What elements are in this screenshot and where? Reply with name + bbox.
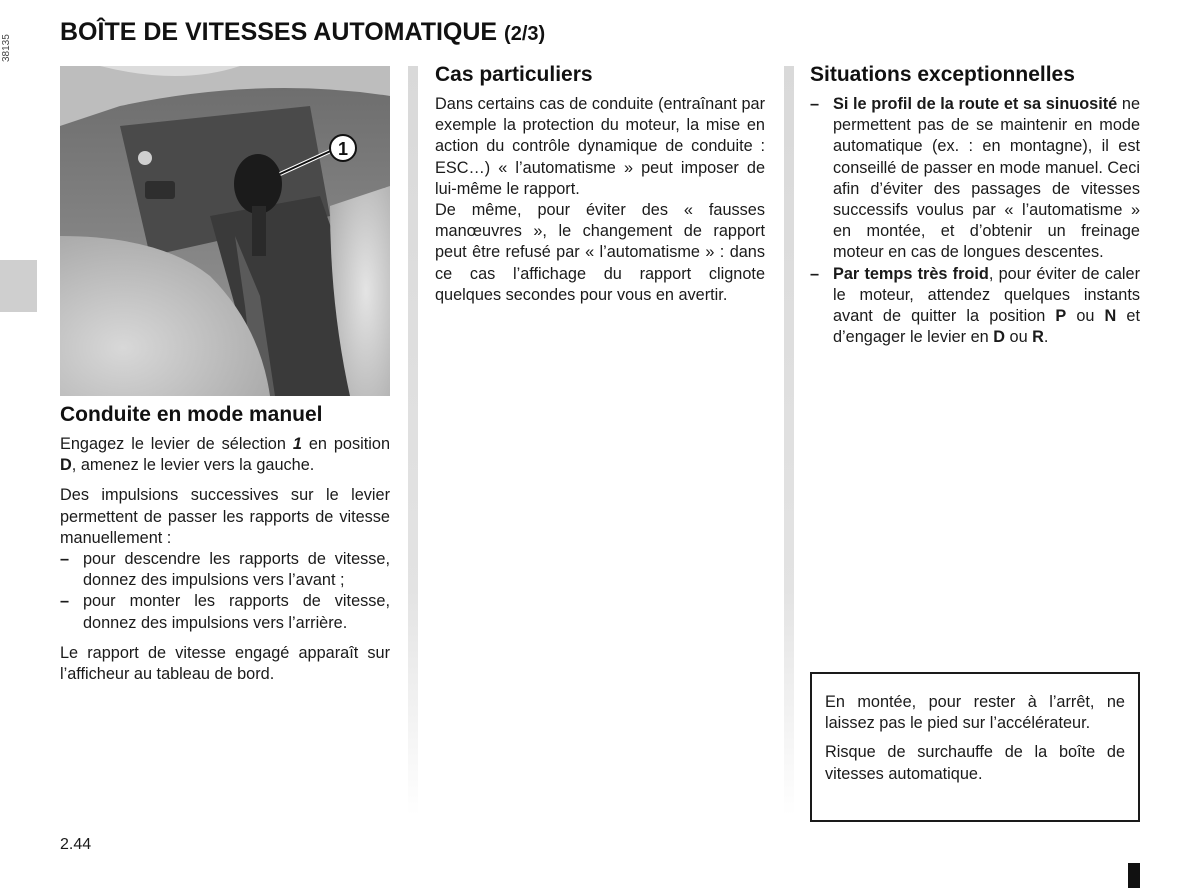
page-corner-mark [1128,863,1140,888]
paragraph: Le rapport de vitesse engagé apparaît sur l’afficheur au tableau de bord. [60,643,390,684]
chapter-tab [0,260,37,312]
page-title-main: BOÎTE DE VITESSES AUTOMATIQUE [60,18,498,46]
gear-lever-illustration [60,66,390,396]
column-manual-mode [60,402,390,694]
section-heading-exceptional: Situations exceptionnelles [810,63,1075,86]
column-exceptional [810,62,1140,348]
page-number: 2.44 [60,836,92,853]
paragraph: Engagez le levier de sélection 1 en position D, amenez le levier vers la gauche. [60,435,390,475]
warning-note-box [810,672,1140,822]
paragraph: Dans certains cas de conduite (entraînant par exemple la protection du moteur, la mise en action du contrôle dynamique de conduite : ESC…) « l’automatisme » peut imposer de lui-même le rapport. [435,95,765,198]
page-title-part: (2/3) [504,23,546,45]
section-heading-manual: Conduite en mode manuel [60,403,323,426]
column-divider [408,66,418,816]
note-paragraph: En montée, pour rester à l’arrêt, ne laissez pas le pied sur l’accélérateur. [825,693,1125,733]
list-item: – pour monter les rapports de vitesse, donnez des impulsions vers l’arrière. [60,592,390,632]
column-special-cases [435,62,765,315]
gear-lever-photo [60,66,390,396]
section-heading-special: Cas particuliers [435,63,593,86]
page-title [60,18,545,47]
photo-reference: 38135 [1,34,12,62]
paragraph: Des impulsions successives sur le levier permettent de passer les rapports de vitesse manuellement : [60,486,390,547]
list-item: – Si le profil de la route et sa sinuosité ne permettent pas de se maintenir en mode automatique (ex. : en montagne), il est conseillé de passer en mode manuel. Ceci afin d’éviter des passages de vitesses successifs voulus par « l’automatisme » en montée, et d’obtenir un freinage moteur en cas de longues descentes. [810,95,1140,262]
note-paragraph: Risque de surchauffe de la boîte de vitesses automatique. [825,743,1125,783]
paragraph: De même, pour éviter des « fausses manœuvres », le changement de rapport peut être refusé par « l’automatisme » : dans ce cas l’affichage du rapport clignote quelques secondes pour vous en avertir. [435,201,765,304]
callout-number: 1 [337,139,349,159]
column-divider [784,66,794,816]
list-item: – Par temps très froid, pour éviter de caler le moteur, attendez quelques instants avant de quitter la position P ou N et d’engager le levier en D ou R. [810,264,1140,347]
list-item: – pour descendre les rapports de vitesse, donnez des impulsions vers l’avant ; [60,550,390,590]
